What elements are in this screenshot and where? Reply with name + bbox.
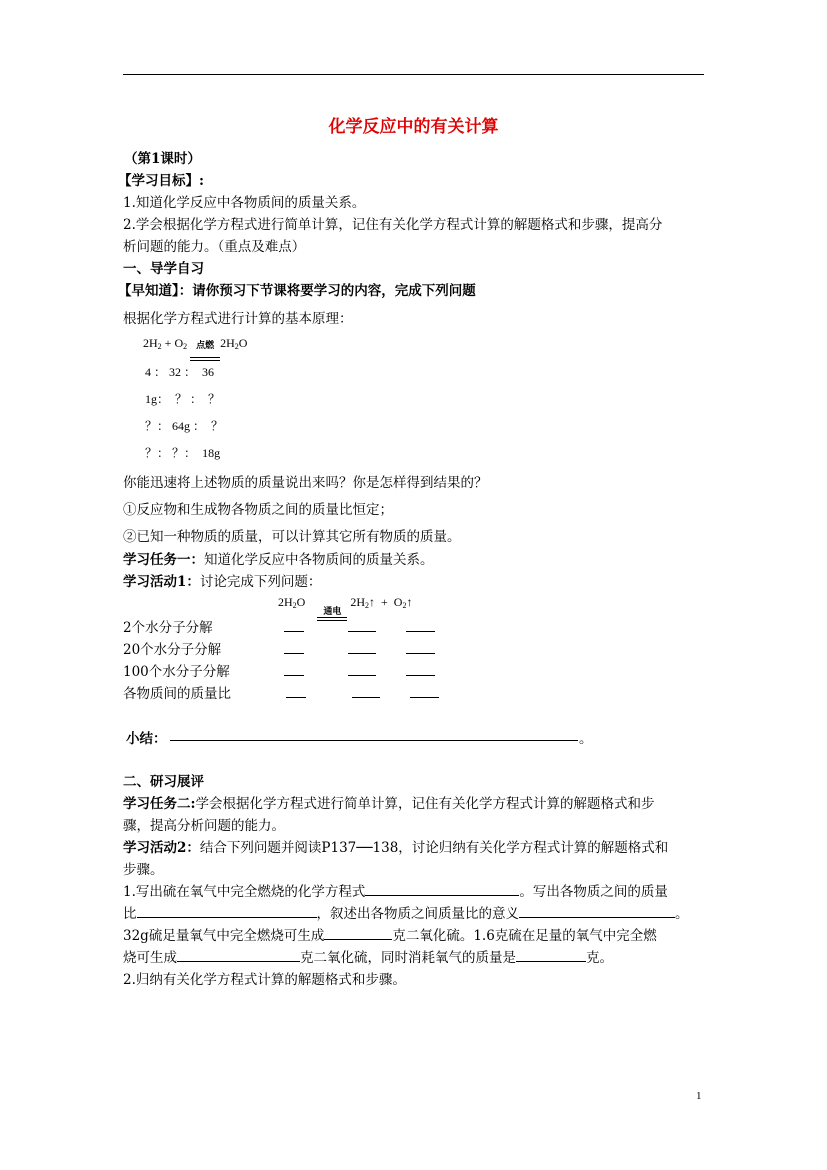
point-1: ①反应物和生成物各物质之间的质量比恒定； [123, 502, 393, 518]
answer-blank[interactable] [516, 949, 586, 962]
task-2-text: 学会根据化学方程式进行简单计算，记住有关化学方程式计算的解题格式和步 [195, 796, 655, 812]
question-1-line-3: 32g硫足量氧气中完全燃烧可生成 克二氧化硫。1.6克硫在足量的氧气中完全燃 [123, 928, 657, 944]
header-rule [123, 74, 704, 75]
summary-end: 。 [579, 731, 593, 747]
activity-2-line-1 [123, 836, 668, 856]
summary-label: 小结： [126, 731, 167, 747]
ratio-row: ？： ？： 18g [145, 446, 221, 460]
question-text: 你能迅速将上述物质的质量说出来吗？你是怎样得到结果的？ [123, 475, 488, 491]
ratio-row: 1g： ？ ： ？ [145, 392, 221, 406]
ratio-row: ？： 64g ： ？ [145, 419, 224, 433]
goal-2-line-1: 2.学会根据化学方程式进行简单计算，记住有关化学方程式计算的解题格式和步骤，提高分 [123, 217, 663, 233]
activity-1-text: 讨论完成下列问题： [199, 574, 322, 590]
activity-2-line-2: 步骤。 [123, 862, 164, 878]
table-row-label: 2个水分子分解 [123, 620, 213, 636]
answer-blank[interactable] [352, 697, 380, 698]
question-2: 2.归纳有关化学方程式计算的解题格式和步骤。 [123, 972, 406, 988]
table-row-label: 20个水分子分解 [123, 642, 222, 658]
task-1 [123, 548, 434, 568]
answer-blank[interactable] [284, 675, 304, 676]
lesson-label: （第1课时） [124, 151, 201, 167]
question-1-line-1: 1.写出硫在氧气中完全燃烧的化学方程式 。写出各物质之间的质量 [123, 884, 668, 900]
answer-blank[interactable] [519, 905, 675, 918]
answer-blank[interactable] [284, 631, 304, 632]
answer-blank[interactable] [137, 905, 317, 918]
task-1-text: 知道化学反应中各物质间的质量关系。 [204, 552, 434, 568]
answer-blank[interactable] [177, 949, 300, 962]
section-1-heading: 一、导学自习 [123, 261, 204, 277]
answer-blank[interactable] [406, 675, 435, 676]
answer-blank[interactable] [286, 697, 306, 698]
activity-1-label: 学习活动1： [123, 574, 200, 590]
section-2-heading: 二、研习展评 [123, 774, 204, 790]
preview-text: 请你预习下节课将要学习的内容，完成下列问题 [192, 283, 476, 299]
point-2: ②已知一种物质的质量，可以计算其它所有物质的质量。 [123, 529, 461, 545]
answer-blank[interactable] [284, 653, 304, 654]
goals-heading: 【学习目标】: [118, 173, 204, 189]
answer-blank[interactable] [348, 631, 376, 632]
goal-1: 1.知道化学反应中各物质间的质量关系。 [123, 195, 366, 211]
answer-blank[interactable] [406, 631, 435, 632]
task-2-label: 学习任务二: [123, 796, 196, 812]
goal-2-line-2: 析问题的能力。（重点及难点） [123, 239, 306, 255]
answer-blank[interactable] [365, 883, 519, 896]
answer-blank[interactable] [324, 927, 392, 940]
answer-blank[interactable] [410, 697, 439, 698]
task-2-line-1 [123, 792, 654, 812]
page-title: 化学反应中的有关计算 [328, 117, 499, 137]
equation-hydrogen-combustion: $2H_2 + O_2$ 点燃 $2H_2O$ [143, 336, 247, 351]
summary-blank[interactable] [170, 740, 578, 741]
principle-text: 根据化学方程式进行计算的基本原理： [123, 311, 353, 327]
task-2-line-2: 骤，提高分析问题的能力。 [123, 818, 285, 834]
page-number: 1 [696, 1090, 702, 1102]
answer-blank[interactable] [406, 653, 435, 654]
activity-2-label: 学习活动2： [123, 840, 200, 856]
table-row-label: 100个水分子分解 [123, 664, 230, 680]
answer-blank[interactable] [348, 653, 376, 654]
answer-blank[interactable] [348, 675, 376, 676]
activity-1 [123, 570, 321, 590]
table-row-label: 各物质间的质量比 [123, 686, 231, 702]
question-1-line-2: 比 ，叙述出各物质之间质量比的意义 。 [123, 906, 689, 922]
activity-2-text: 结合下列问题并阅读P137──138，讨论归纳有关化学方程式计算的解题格式和 [199, 840, 669, 856]
preview-label: 【早知道】： [118, 283, 193, 299]
preview-heading [118, 279, 476, 299]
question-1-line-4: 烧可生成 克二氧化硫，同时消耗氧气的质量是 克。 [123, 950, 613, 966]
task-1-label: 学习任务一： [123, 552, 204, 568]
equation-water-electrolysis: $2H_2O$ 通电 $2H_2↑$ + $O_2↑$ [278, 595, 412, 610]
ratio-row: 4 ： 32 ： 36 [145, 365, 215, 379]
